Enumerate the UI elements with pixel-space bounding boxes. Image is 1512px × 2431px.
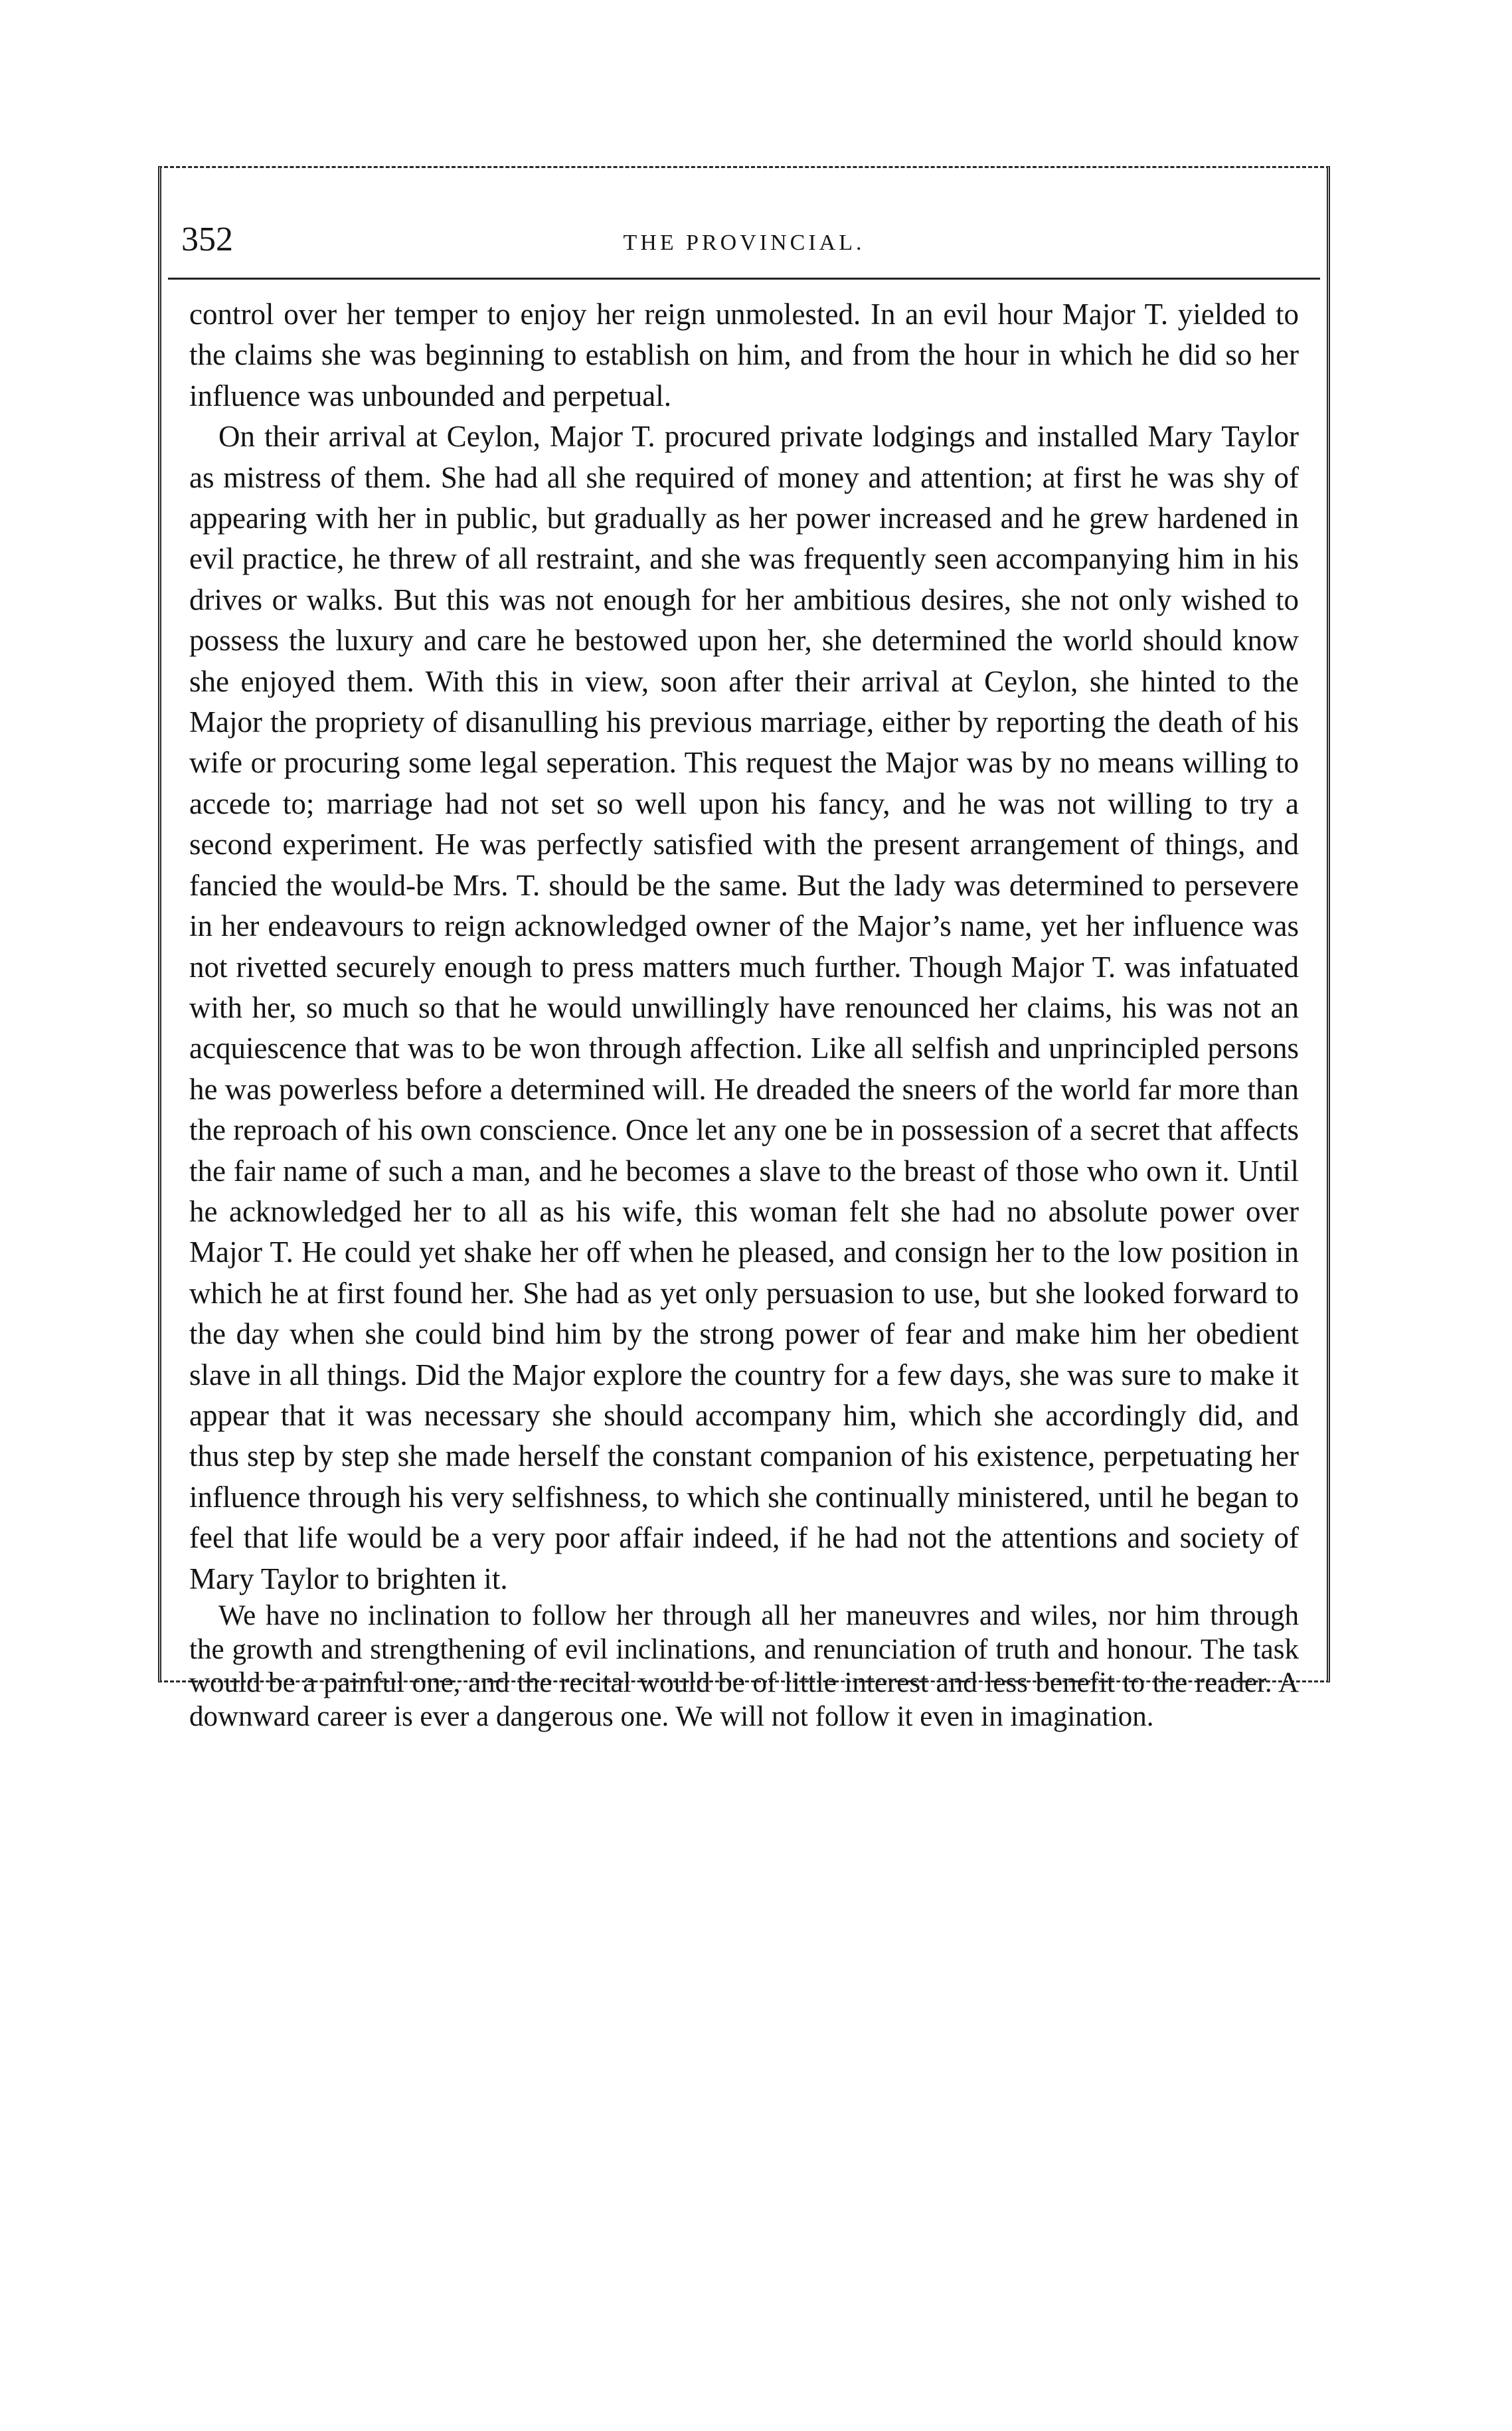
paragraph-closing: We have no inclination to follow her through all her maneuvres and wiles, nor him through the growth and strengthening of evil inclinations, and renunciation of truth and honour. The task would be a painful one, and the recital would be of little interest and less benefit to the reader. A downward career is ever a dangerous one. We will not follow it even in imagination.: [189, 1600, 1299, 1732]
page-number: 352: [181, 221, 233, 258]
body-text: [189, 294, 1299, 1734]
running-title: THE PROVINCIAL.: [623, 230, 865, 255]
page-frame: [158, 166, 1330, 1732]
running-head: [181, 212, 1307, 260]
header-rule: [168, 278, 1320, 280]
paragraph-continued: control over her temper to enjoy her reign unmolested. In an evil hour Major T. yielded to the claims she was beginning to establish on him, and from the hour in which he did so her influence was unbounded and perpetual.: [189, 298, 1299, 412]
paragraph-ceylon: On their arrival at Ceylon, Major T. procured private lodgings and installed Mary Taylor as mistress of them. She had all she required of money and attention; at first he was shy of appearing with her in public, but gradually as her power increased and he grew hardened in evil practice, he threw of all restraint, and she was frequently seen accompanying him in his drives or walks. But this was not enough for her ambitious desires, she not only wished to possess the luxury and care he bestowed upon her, she determined the world should know she enjoyed them. With this in view, soon after their arrival at Ceylon, she hinted to the Major the propriety of disanulling his previous marriage, either by reporting the death of his wife or procuring some legal seperation. This request the Major was by no means willing to accede to; marriage had not set so well upon his fancy, and he was not willing to try a second experiment. He was perfectly satisfied with the present arrangement of things, and fancied the would-be Mrs. T. should be the same. But the lady was determined to persevere in her endeavours to reign acknowledged owner of the Major’s name, yet her influence was not rivetted securely enough to press matters much further. Though Major T. was infatuated with her, so much so that he would unwillingly have renounced her claims, his was not an acquiescence that was to be won through affection. Like all selfish and unprincipled persons he was powerless before a determined will. He dreaded the sneers of the world far more than the reproach of his own conscience. Once let any one be in possession of a secret that affects the fair name of such a man, and he becomes a slave to the breast of those who own it. Until he acknowledged her to all as his wife, this woman felt she had no absolute power over Major T. He could yet shake her off when he pleased, and consign her to the low position in which he at first found her. She had as yet only persuasion to use, but she looked forward to the day when she could bind him by the strong power of fear and make him her obedient slave in all things. Did the Major explore the country for a few days, she was sure to make it appear that it was necessary she should accompany him, which she accordingly did, and thus step by step she made herself the constant companion of his existence, perpetuating her influence through his very selfishness, to which she continually ministered, until he began to feel that life would be a very poor affair indeed, if he had not the attentions and society of Mary Taylor to brighten it.: [189, 420, 1299, 1595]
